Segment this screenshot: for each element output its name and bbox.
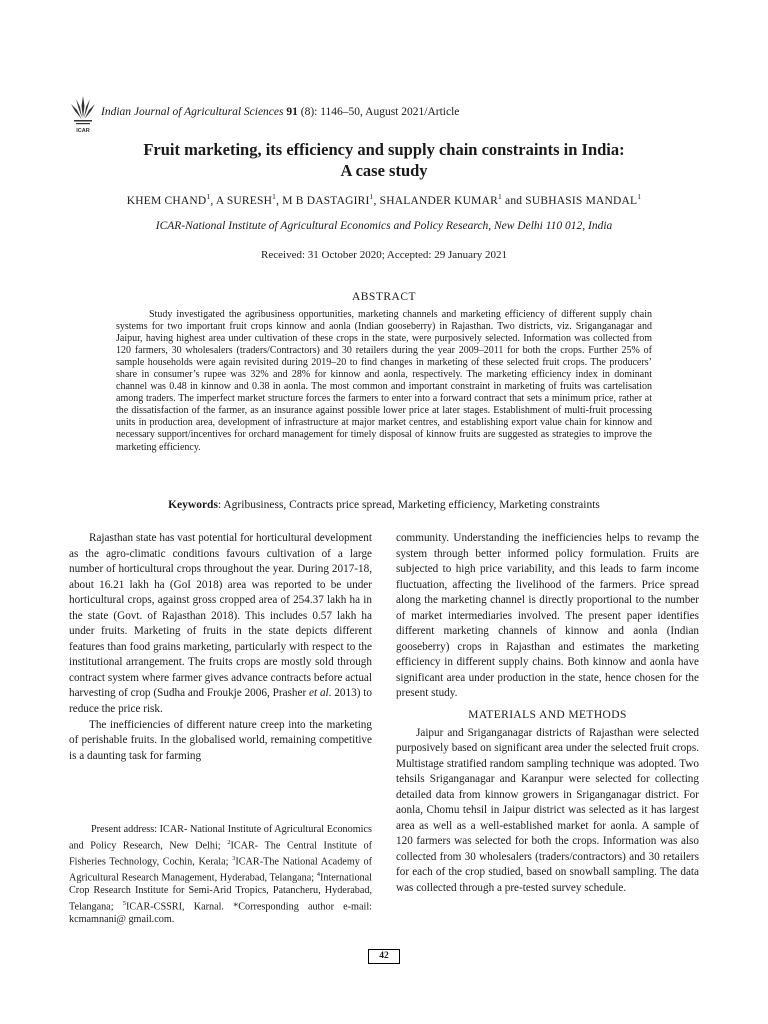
paper-title bbox=[40, 139, 728, 181]
author: SHALANDER KUMAR$^1$ bbox=[379, 192, 502, 207]
author-list bbox=[40, 192, 728, 207]
abstract-text: Study investigated the agribusiness opportunities, marketing channels and marketing efficiency of different supply chain systems for two important fruit crops kinnow and aonla (Indian gooseberry) in Rajasthan. Two districts, viz. Sriganganagar and Jaipur, having highest area under cultivation of these crops in the state, were purposively selected. Information was collected from 120 farmers, 30 wholesalers (traders/Contractors) and 30 retailers during the year 2009–2011 for both the crops. Further 25% of sample households were again revisited during 2019–20 to find changes in marketing of these selected fruit crops. The producers’ share in consumer’s rupee was 32% and 28% for kinnow and aonla, respectively. The marketing efficiency index in dominant channel was 0.48 in kinnow and 0.38 in aonla. The most common and important constraint in marketing of fruits was cartelisation among traders. The imperfect market structure forces the farmers to enter into a forward contract that sets a minimum price, rather at the dissatisfaction of the farmer, as an insurance against possible lower price at later stages. Establishment of multi-fruit processing units in production area, development of infrastructure at major market centres, and establishing export value chain for kinnow and necessary support/incentives for orchard management for timely disposal of kinnow fruits are suggested as strategies to improve the marketing efficiency. bbox=[116, 309, 652, 453]
logo-label: ICAR bbox=[76, 128, 90, 134]
journal-citation bbox=[101, 106, 459, 118]
body-paragraph: Jaipur and Sriganganagar districts of Rajasthan were selected purposively based on significant area under the selected fruit crops. Multistage stratified random sampling technique was adopted. Two tehsils Sriganganagar and Karanpur were selected for collecting detailed data from kinnow growers in Sriganganagar district. For aonla, Chomu tehsil in Jaipur district was selected as it has largest area as well as a well-established market for aonla. A sample of 120 farmers was selected for both the crops. Information was also collected from 30 wholesalers (traders/contractors) and 30 retailers for each of the crop studied, based on snowball sampling. The data was collected through a pre-tested survey schedule. bbox=[396, 726, 699, 895]
page-number: 42 bbox=[368, 949, 400, 964]
body-paragraph: Rajasthan state has vast potential for horticultural development as the agro-climatic conditions favours cultivation of a large number of horticultural crops throughout the year. During 2017-18, about 16.21 lakh ha (GoI 2018) area was reported to be under horticultural crops, against gross cropped area of 254.37 lakh ha in the state (Govt. of Rajasthan 2018). This includes 0.57 lakh ha under fruits. Marketing of fruits in the state depicts different features than food grains marketing, particularly with respect to the institutional arrangement. The fruits crops are mostly sold through contract system where farmer gives advance contracts before actual harvesting of crop (Sudha and Froukje 2006, Prasher et al. 2013) to reduce the price risk. bbox=[69, 532, 372, 716]
journal-header bbox=[68, 94, 708, 134]
author-separator: and bbox=[501, 194, 526, 207]
author-separator: , bbox=[276, 194, 283, 207]
affiliation: ICAR-National Institute of Agricultural Economics and Policy Research, New Delhi 110 012, India bbox=[155, 220, 613, 232]
body-paragraph: The inefficiencies of different nature creep into the marketing of perishable fruits. In the globalised world, remaining competitive is a daunting task for farming bbox=[69, 718, 372, 762]
keywords-label: Keywords bbox=[168, 499, 218, 511]
body-paragraph: community. Understanding the inefficiencies helps to revamp the system through better informed policy formulation. Fruits are subjected to high price variability, and this leads to farm income fluctuation, affecting the livelihood of the farmers. Price spread along the marketing channel is directly proportional to the number of market intermediaries involved. The present paper identifies different marketing channels of kinnow and aonla (Indian gooseberry) crops in Rajasthan and estimates the marketing efficiency in different supply chains. Both kinnow and aonla have significant area under production in the state, hence chosen for the present study. bbox=[396, 532, 699, 700]
paper-title-line-2: A case study bbox=[340, 161, 428, 180]
abstract-heading: ABSTRACT bbox=[351, 291, 417, 303]
author-footnote: Present address: ICAR- National Institute of Agricultural Economics and Policy Research, New Delhi; $^2$ICAR- The Central Institute of Fisheries Technology, Cochin, Kerala; $^3$ICAR-The National Academy of Agricultural Research Management, Hyderabad, Telangana; $^4$International Crop Research Institute for Semi-Arid Tropics, Patancheru, Hyderabad, Telangana; $^5$ICAR-CSSRI, Karnal. *Corresponding author e-mail: kcmamnani@ gmail.com. bbox=[69, 824, 373, 926]
keywords-list: : Agribusiness, Contracts price spread, Marketing efficiency, Marketing constraints bbox=[217, 499, 600, 511]
received-dates: Received: 31 October 2020; Accepted: 29 January 2021 bbox=[261, 249, 507, 261]
author: SUBHASIS MANDAL$^1$ bbox=[525, 192, 642, 207]
keywords bbox=[40, 499, 728, 511]
article-tag: /Article bbox=[424, 106, 460, 118]
body-column-left bbox=[69, 531, 372, 764]
journal-issue-pages: (8): 1146–50, August 2021 bbox=[300, 106, 425, 118]
author-separator: , bbox=[373, 194, 380, 207]
section-heading-methods: MATERIALS AND METHODS bbox=[468, 709, 627, 722]
author: KHEM CHAND$^1$ bbox=[126, 192, 211, 207]
journal-name: Indian Journal of Agricultural Sciences bbox=[101, 106, 284, 118]
icar-logo-icon bbox=[68, 94, 98, 134]
author: M B DASTAGIRI$^1$ bbox=[282, 192, 374, 207]
paper-title-line-1: Fruit marketing, its efficiency and supply chain constraints in India: bbox=[143, 140, 625, 159]
journal-volume: 91 bbox=[286, 106, 298, 118]
author: A SURESH$^1$ bbox=[215, 192, 277, 207]
author-separator: , bbox=[210, 194, 216, 207]
body-column-right bbox=[396, 531, 699, 897]
